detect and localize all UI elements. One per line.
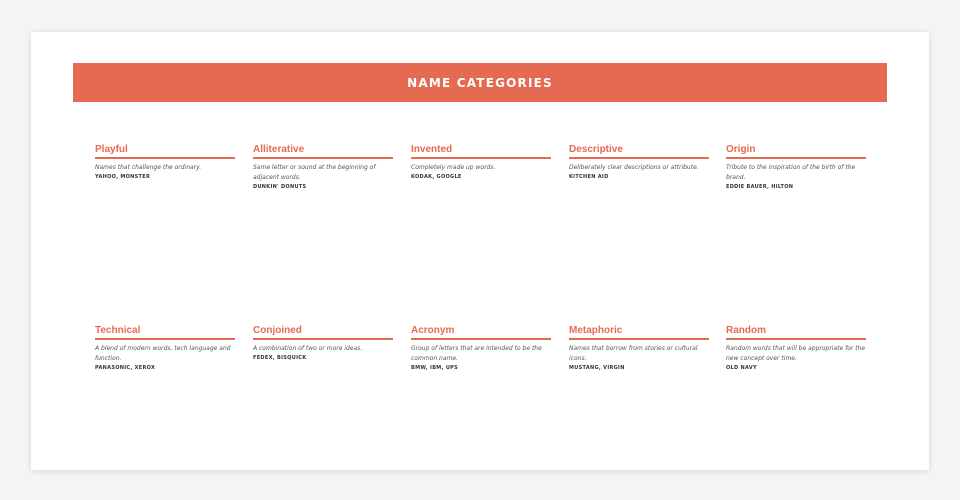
category-title: Random <box>726 325 866 340</box>
category-examples: PANASONIC, XEROX <box>95 365 156 371</box>
category-description: Random words that will be appropriate for the new concept over time. <box>726 345 866 362</box>
category-title: Conjoined <box>253 325 393 340</box>
category-title: Technical <box>95 325 235 340</box>
content-card <box>31 32 929 470</box>
category-description: Deliberately clear descriptions or attribute. <box>569 164 699 171</box>
category-title: Origin <box>726 144 866 159</box>
category-description: Completely made up words. <box>411 164 496 171</box>
category-description: Names that challenge the ordinary. <box>95 164 202 171</box>
category-examples: FEDEX, BISQUICK <box>253 355 307 361</box>
category-description: Names that borrow from stories or cultural icons. <box>569 345 698 362</box>
name-categories-banner <box>73 63 887 102</box>
category-examples: KODAK, GOOGLE <box>411 174 462 180</box>
category-description: Same letter or sound at the beginning of adjacent words. <box>253 164 376 181</box>
category-description: Group of letters that are intended to be the common name. <box>411 345 542 362</box>
category-technical <box>95 325 235 371</box>
category-title: Metaphoric <box>569 325 709 340</box>
category-acronym <box>411 325 551 371</box>
category-examples: BMW, IBM, UPS <box>411 365 459 371</box>
banner-title: NAME CATEGORIES <box>407 75 553 90</box>
category-examples: EDDIE BAUER, HILTON <box>726 184 794 190</box>
category-descriptive <box>569 144 709 180</box>
category-title: Alliterative <box>253 144 393 159</box>
category-description: A combination of two or more ideas. <box>253 345 363 352</box>
category-title: Acronym <box>411 325 551 340</box>
category-playful <box>95 144 235 180</box>
category-examples: YAHOO, MONSTER <box>95 174 151 180</box>
category-random <box>726 325 866 371</box>
category-alliterative <box>253 144 393 190</box>
category-conjoined <box>253 325 393 361</box>
category-examples: OLD NAVY <box>726 365 757 371</box>
category-invented <box>411 144 551 180</box>
category-metaphoric <box>569 325 709 371</box>
category-description: A blend of modern words, tech language and function. <box>95 345 231 362</box>
category-title: Invented <box>411 144 551 159</box>
category-examples: DUNKIN' DONUTS <box>253 184 307 190</box>
category-origin <box>726 144 866 190</box>
category-title: Playful <box>95 144 235 159</box>
category-examples: MUSTANG, VIRGIN <box>569 365 625 371</box>
category-description: Tribute to the inspiration of the birth of the brand. <box>726 164 856 181</box>
category-title: Descriptive <box>569 144 709 159</box>
category-examples: KITCHEN AID <box>569 174 609 180</box>
